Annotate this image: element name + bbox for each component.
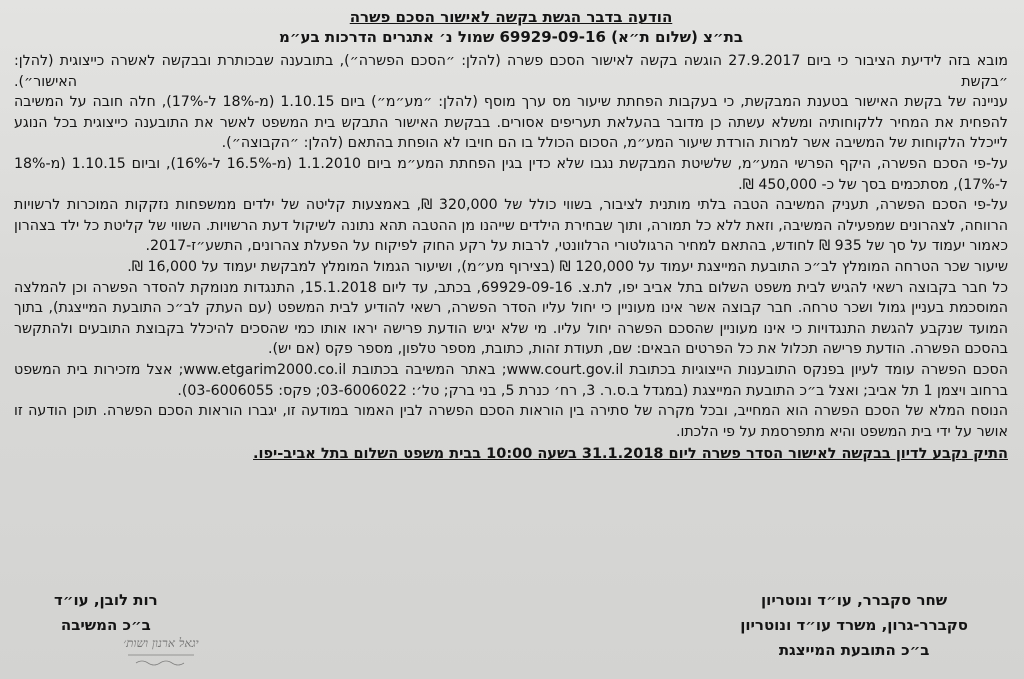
signature-line: ב״כ התובעת המייצגת: [778, 641, 930, 659]
signatures: [14, 588, 1008, 678]
signature-line: רות לובן, עו״ד: [54, 591, 158, 609]
paragraph-intro: מובא בזה לידיעת הציבור כי ביום 27.9.2017 הוגשה בקשה לאישור הסכם פשרה (להלן: ״הסכם הפשרה״), בתובענה שבכותרת ובבקשה לאשרה כייצוגית (להלן: ״בקשת האישור״).: [14, 53, 1008, 90]
signature-line: ב״כ המשיבה: [60, 616, 151, 634]
law-firm-stamp: [106, 631, 216, 671]
notice-subtitle: בת״צ (שלום ת״א) 69929-09-16 שמול נ׳ אתגרים הדרכות בע״מ: [279, 28, 743, 46]
hearing-date-notice: התיק נקבע לדיון בבקשה לאישור הסדר פשרה ליום 31.1.2018 בשעה 10:00 בבית משפט השלום בתל אביב-יפו.: [253, 446, 1008, 463]
paragraph-fees: שיעור שכר הטרחה המומלץ לב״כ התובעת המייצגת יעמוד על 120,000 ₪ (בצירוף מע״מ), ושיעור הגמול המומלץ למבקשת יעמוד על 16,000 ₪.: [127, 258, 1008, 275]
notice-body: [14, 51, 1008, 442]
notice-title: הודעה בדבר הגשת בקשה לאישור הסכם פשרה: [349, 8, 673, 26]
paragraph-objections: כל חבר בקבוצה רשאי להגיש לבית משפט השלום בתל אביב יפו, לת.צ. 69929-09-16, בכתב, עד ליום 15.1.2018, התנגדות מנומקת להסדר הפשרה וכן להמלצה המוסכמת בעניין גמול ושכר טרחה. חבר קבוצה אשר אינו מעוניין כי יחול עליו הסדר הפשרה, רשאי להודיע לבית המשפט (עם העתק לב״כ התובעת המייצגת), בתוך המועד שנקבע להגשת התנגדויות כי אינו מעוניין שהסכם הפשרה יחול עליו. מי שלא יגיש הודעת פרישה יראו אותו כמי שהסכים להיכלל בקבוצת התובעים ולהתקשר בהסכם הפשרה. הודעת פרישה תכלול את כל הפרטים הבאים: שם, תעודת זהות, כתובת, מספר טלפון, מספר פקס (אם יש).: [14, 279, 1008, 358]
signature-line: סקברר-גרון, משרד עו״ד ונוטריון: [740, 616, 968, 634]
signature-line: שחר סקברר, עו״ד ונוטריון: [761, 591, 948, 609]
paragraph-vat-scope: על-פי הסכם הפשרה, היקף הפרשי המע״מ, שלשיטת המבקשת נגבו שלא כדין בגין הפחתת המע״מ ביום 1.1.2010 (מ-16.5% ל-16%), וביום 1.10.15 (מ-18% ל-17%), מסתכמים בסך של כ- 450,000 ₪.: [14, 155, 1009, 193]
stamp-text: יגאל ארנון ושות׳: [123, 636, 199, 650]
stamp-squiggle: [136, 661, 184, 665]
signature-plaintiff-counsel: [740, 588, 968, 663]
paragraph-subject: עניינה של בקשת האישור בטענת המבקשת, כי בעקבות הפחתת שיעור מס ערך מוסף (להלן: ״מע״מ״) ביום 1.10.15 (מ-18% ל-17%), חלה חובה על המשיבה להפחית את המחיר ללקוחותיה ומשלא עשתה כן מדובר בהעלאת תעריפים אסורים. בבקשת האישור התבקש בית המשפט לאשר את התובענה כייצוגית בכל הנוגע לייכלל הלקוחות של המשיבה אשר למרות הורדת שיעור המע״מ, הסכום הכולל בו הם חויבו לא הופחת בהתאם (להלן: ״הקבוצה״).: [14, 94, 1008, 152]
paragraph-benefit: על-פי הסכם הפשרה, תעניק המשיבה הטבה בלתי מותנית לציבור, בשווי כולל של 320,000 ₪, באמצעות קליטה של ילדים ממשפחות נזקקות המוכרות לרשויות הרווחה, לצהרונים שמפעילה המשיבה, וזאת ללא כל תמורה, ותוך שבחירת הילדים שייהנו מן ההטבה תהא נתונה לשיקול דעת הרשויות. השווי של קליטת כל ילד בצהרון כאמור יעמוד על סך של 935 ₪ לחודש, בהתאם למחיר הרגולטורי הרלוונטי, לרבות על רקע החוק לפיקוח על הפעלת צהרונים, התשע״ז-2017.: [14, 197, 1009, 255]
stamp-graphic: [106, 631, 216, 671]
paragraph-inspection: הסכם הפשרה עומד לעיון בפנקס התובענות הייצוגיות בכתובת www.court.gov.il; באתר המשיבה בכתובת www.etgarim2000.co.il; אצל מזכירות בית המשפט ברחוב ויצמן 1 תל אביב; ואצל ב״כ התובעת המייצגת (במגדל ב.ס.ר. 3, רח׳ כנרת 5, בני ברק; טל׳: 03-6006022; פקס: 03-6006055).: [14, 361, 1008, 399]
paragraph-binding-text: הנוסח המלא של הסכם הפשרה הוא המחייב, ובכל מקרה של סתירה בין הוראות הסכם הפשרה לבין האמור במודעה זו, יגברו הוראות הסכם הפשרה. תוכן הודעה זו אושר על ידי בית המשפט והיא מתפרסמת על פי הלכתו.: [14, 403, 1008, 440]
